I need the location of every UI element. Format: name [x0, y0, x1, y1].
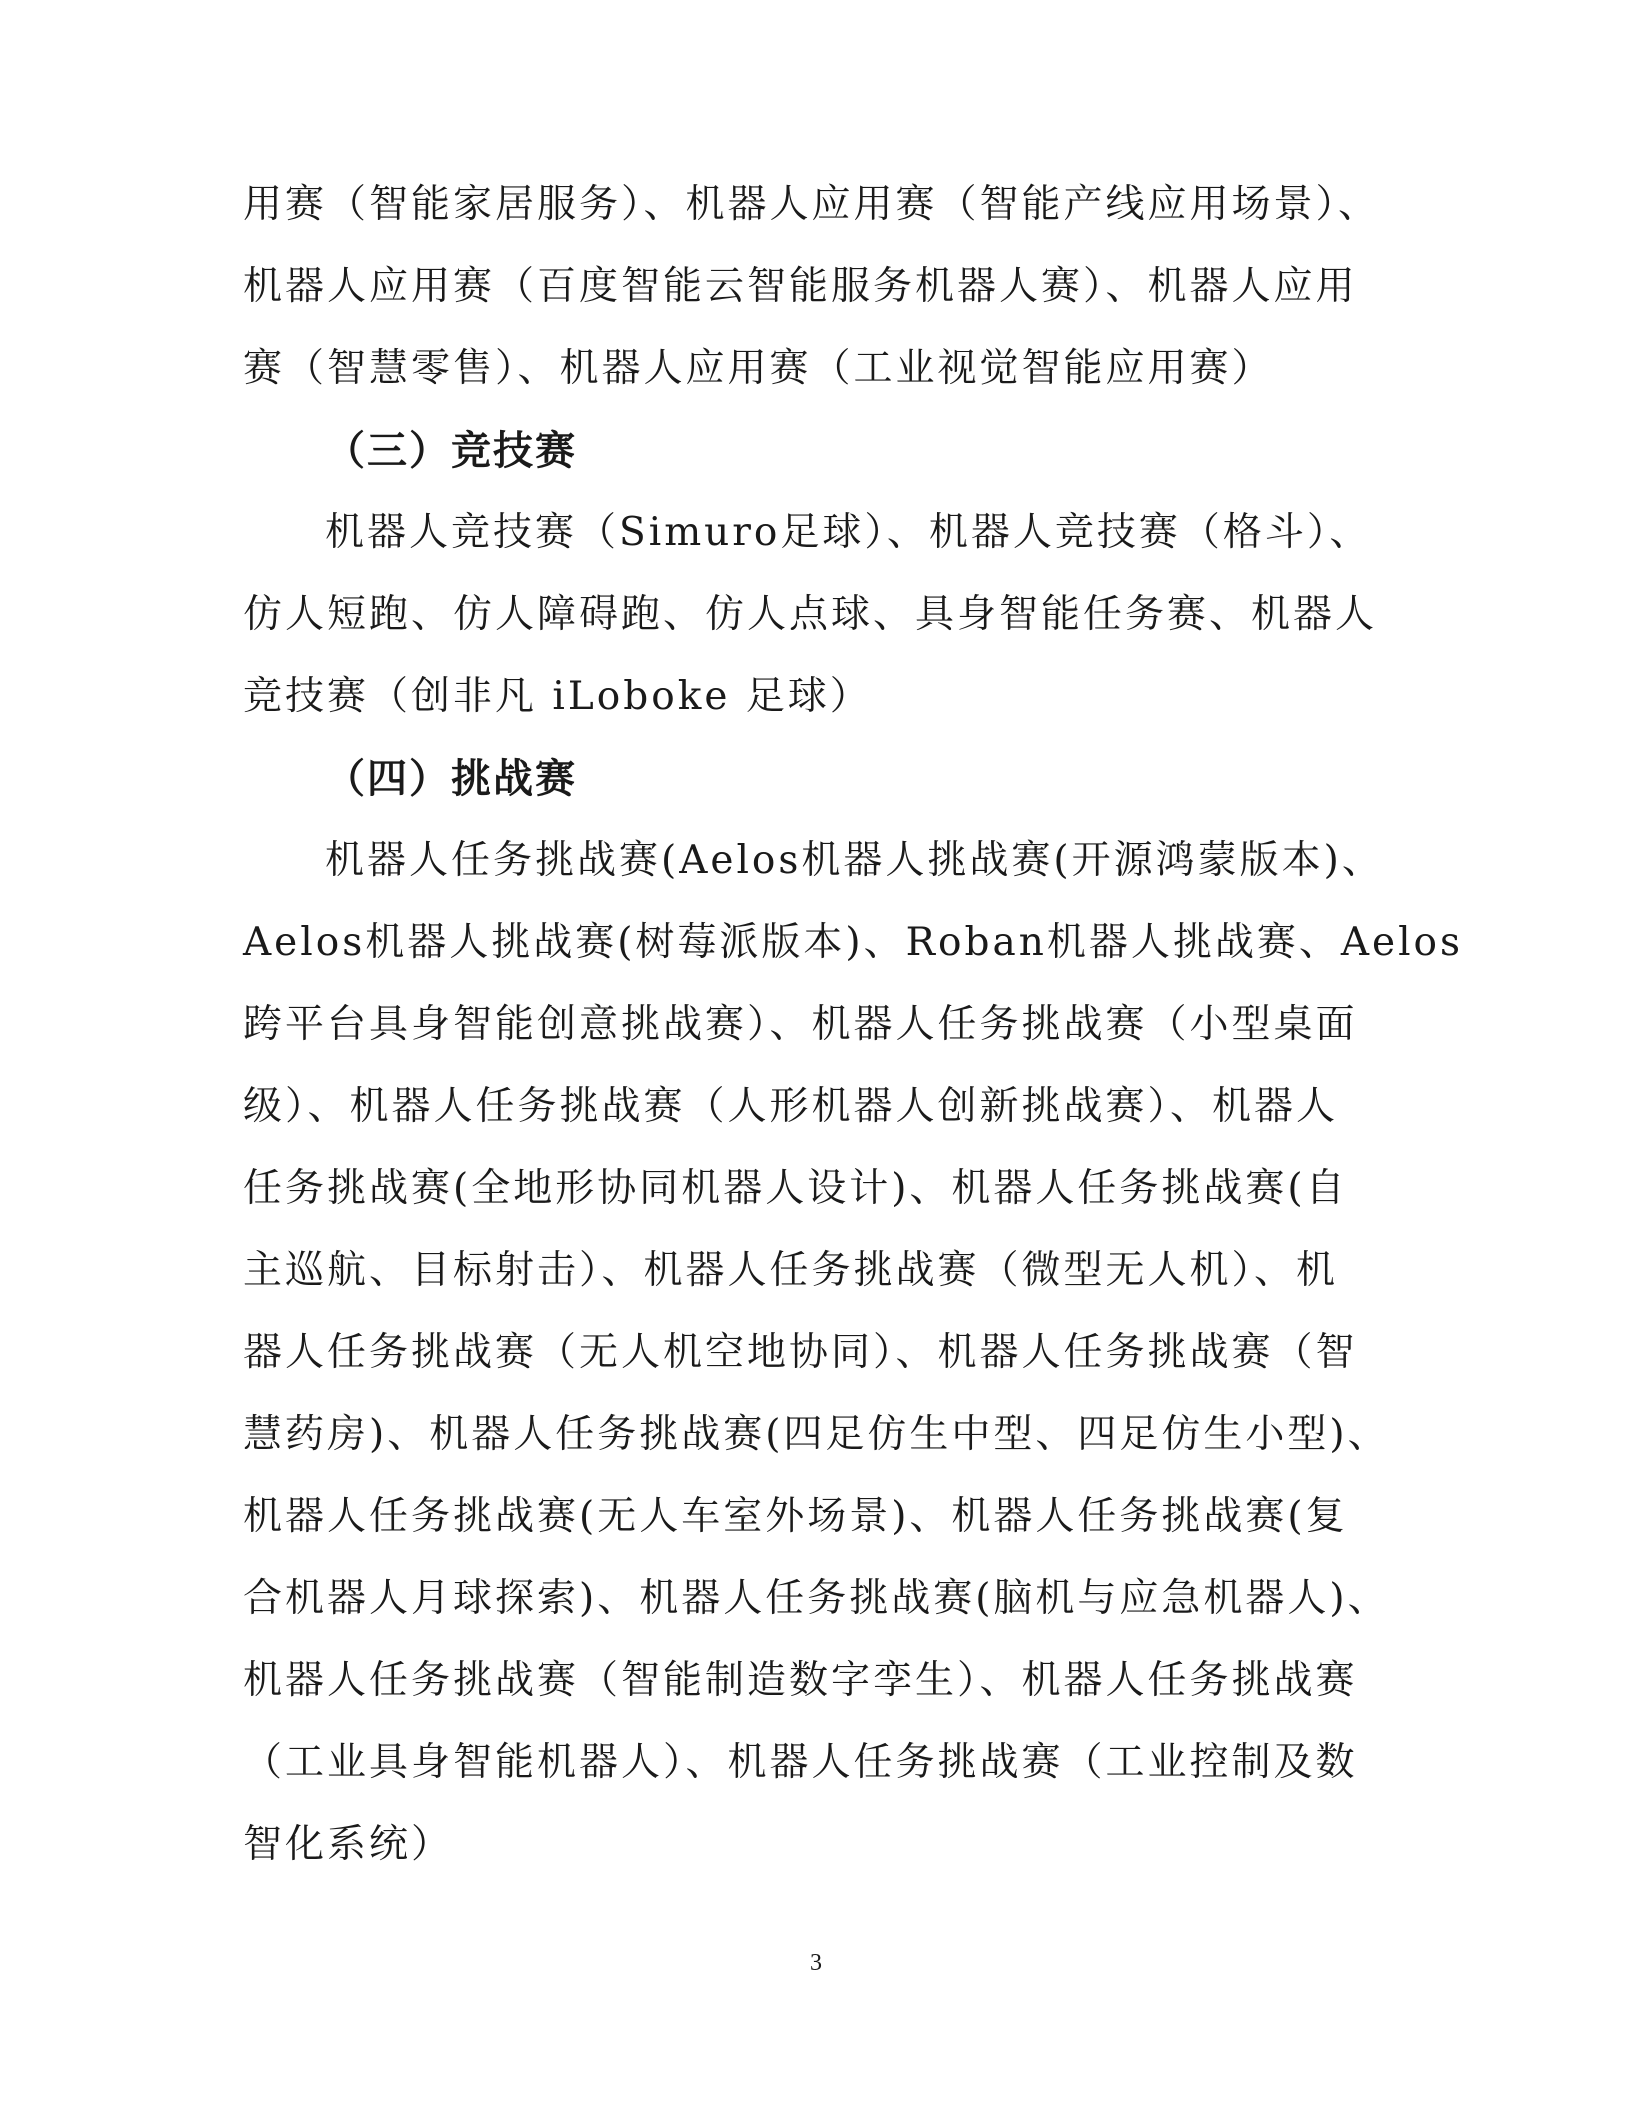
paragraph-line: 机器人竞技赛（Simuro足球）、机器人竞技赛（格斗）、 [325, 510, 1372, 555]
page-number: 3 [810, 1950, 822, 1976]
paragraph-line: 慧药房)、机器人任务挑战赛(四足仿生中型、四足仿生小型)、 [243, 1412, 1390, 1457]
paragraph-line: 跨平台具身智能创意挑战赛）、机器人任务挑战赛（小型桌面 [243, 1002, 1358, 1047]
paragraph-line: 仿人短跑、仿人障碍跑、仿人点球、具身智能任务赛、机器人 [243, 592, 1378, 637]
paragraph-line: 机器人任务挑战赛(Aelos机器人挑战赛(开源鸿蒙版本)、 [325, 838, 1384, 883]
paragraph-line: 赛（智慧零售）、机器人应用赛（工业视觉智能应用赛） [243, 346, 1274, 391]
paragraph-line: 机器人任务挑战赛(无人车室外场景)、机器人任务挑战赛(复 [243, 1494, 1348, 1539]
paragraph-line: 任务挑战赛(全地形协同机器人设计)、机器人任务挑战赛(自 [243, 1166, 1348, 1211]
paragraph-line: 合机器人月球探索)、机器人任务挑战赛(脑机与应急机器人)、 [243, 1576, 1390, 1621]
paragraph-line: 机器人应用赛（百度智能云智能服务机器人赛）、机器人应用 [243, 264, 1358, 309]
paragraph-line: 主巡航、目标射击）、机器人任务挑战赛（微型无人机）、机 [243, 1248, 1339, 1293]
paragraph-line: 用赛（智能家居服务）、机器人应用赛（智能产线应用场景）、 [243, 182, 1381, 227]
section-heading-challenge: （四）挑战赛 [325, 756, 577, 802]
paragraph-line: 竞技赛（创非凡 iLoboke 足球） [243, 674, 872, 719]
paragraph-line: 智化系统） [243, 1822, 454, 1867]
paragraph-line: 器人任务挑战赛（无人机空地协同）、机器人任务挑战赛（智 [243, 1330, 1358, 1375]
paragraph-line: Aelos机器人挑战赛(树莓派版本)、Roban机器人挑战赛、Aelos [243, 920, 1464, 965]
paragraph-line: （工业具身智能机器人）、机器人任务挑战赛（工业控制及数 [243, 1740, 1358, 1785]
section-heading-competition: （三）竞技赛 [325, 428, 577, 474]
paragraph-line: 级）、机器人任务挑战赛（人形机器人创新挑战赛）、机器人 [243, 1084, 1339, 1129]
paragraph-line: 机器人任务挑战赛（智能制造数字孪生）、机器人任务挑战赛 [243, 1658, 1358, 1703]
